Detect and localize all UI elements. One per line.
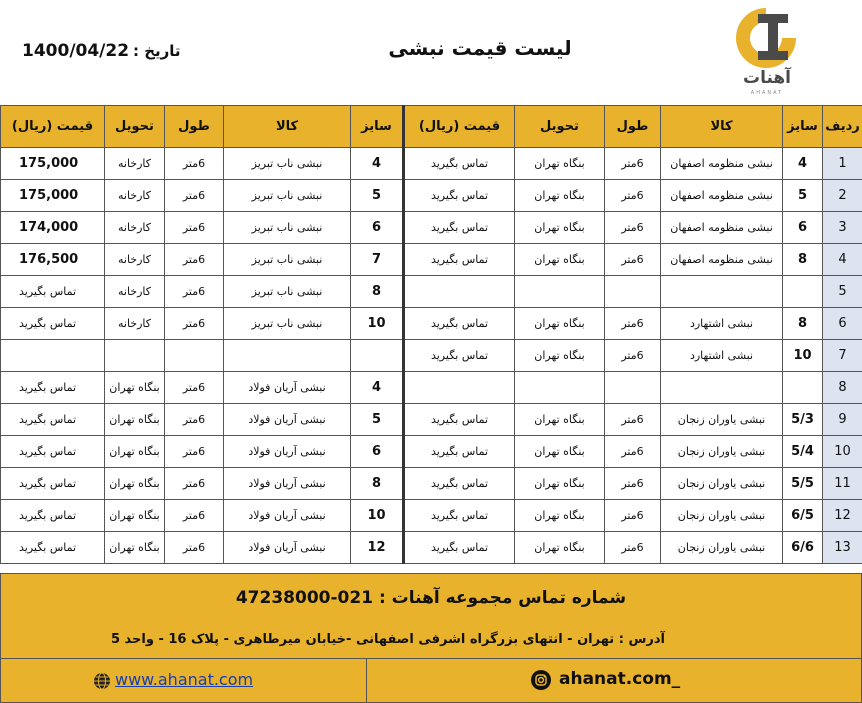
contact-bar — [0, 573, 862, 626]
cell-length-a: 6متر — [605, 436, 661, 468]
table-row — [1, 468, 862, 500]
header-length-a: طول — [605, 106, 661, 148]
table-row — [1, 372, 862, 404]
cell-delivery-b: بنگاه تهران — [105, 372, 165, 404]
cell-size-a: 6/6 — [783, 532, 823, 564]
cell-row-index: 1 — [823, 148, 862, 180]
cell-delivery-a: بنگاه تهران — [515, 180, 605, 212]
cell-size-b: 10 — [351, 500, 404, 532]
cell-delivery-b: کارخانه — [105, 180, 165, 212]
cell-product-b: نبشی آریان فولاد — [224, 436, 351, 468]
cell-product-a: نبشی منظومه اصفهان — [661, 212, 783, 244]
cell-size-b: 12 — [351, 532, 404, 564]
cell-size-a: 4 — [783, 148, 823, 180]
cell-length-b — [165, 340, 224, 372]
cell-size-b: 5 — [351, 404, 404, 436]
cell-length-b: 6متر — [165, 404, 224, 436]
cell-product-b: نبشی ناب تبریز — [224, 148, 351, 180]
cell-row-index: 12 — [823, 500, 862, 532]
cell-length-a: 6متر — [605, 244, 661, 276]
cell-delivery-a: بنگاه تهران — [515, 532, 605, 564]
header-delivery-b: تحویل — [105, 106, 165, 148]
header-length-b: طول — [165, 106, 224, 148]
cell-size-a — [783, 276, 823, 308]
cell-size-a: 8 — [783, 244, 823, 276]
cell-price-a: تماس بگیرید — [404, 212, 515, 244]
date-label: تاریخ : — [133, 42, 181, 60]
cell-size-b: 7 — [351, 244, 404, 276]
cell-length-b: 6متر — [165, 436, 224, 468]
cell-price-b: تماس بگیرید — [1, 468, 105, 500]
cell-price-a — [404, 372, 515, 404]
cell-product-b: نبشی ناب تبریز — [224, 244, 351, 276]
cell-price-a: تماس بگیرید — [404, 308, 515, 340]
cell-size-b: 8 — [351, 276, 404, 308]
cell-product-a: نبشی منظومه اصفهان — [661, 180, 783, 212]
header-delivery-a: تحویل — [515, 106, 605, 148]
table-row — [1, 532, 862, 564]
links-divider — [366, 659, 367, 702]
cell-size-b: 8 — [351, 468, 404, 500]
cell-row-index: 5 — [823, 276, 862, 308]
cell-product-a: نبشی یاوران زنجان — [661, 468, 783, 500]
cell-price-a: تماس بگیرید — [404, 244, 515, 276]
cell-delivery-b: بنگاه تهران — [105, 468, 165, 500]
date-value: 1400/04/22 — [22, 41, 130, 61]
cell-delivery-a: بنگاه تهران — [515, 500, 605, 532]
cell-price-a: تماس بگیرید — [404, 148, 515, 180]
cell-delivery-b: بنگاه تهران — [105, 500, 165, 532]
cell-length-b: 6متر — [165, 148, 224, 180]
cell-product-b: نبشی آریان فولاد — [224, 532, 351, 564]
table-row — [1, 308, 862, 340]
cell-price-b: 175,000 — [1, 148, 105, 180]
cell-length-a: 6متر — [605, 212, 661, 244]
cell-size-a: 5 — [783, 180, 823, 212]
cell-price-a: تماس بگیرید — [404, 404, 515, 436]
cell-price-b: 176,500 — [1, 244, 105, 276]
cell-product-b: نبشی آریان فولاد — [224, 372, 351, 404]
cell-delivery-a: بنگاه تهران — [515, 212, 605, 244]
address-text: آدرس : تهران - انتهای بزرگراه اشرفی اصفهانی -خیابان میرطاهری - پلاک 16 - واحد 5 — [110, 632, 665, 647]
cell-product-a: نبشی منظومه اصفهان — [661, 148, 783, 180]
table-row — [1, 148, 862, 180]
cell-delivery-b: کارخانه — [105, 212, 165, 244]
cell-product-a: نبشی اشتهارد — [661, 308, 783, 340]
cell-delivery-b: بنگاه تهران — [105, 532, 165, 564]
cell-price-b: تماس بگیرید — [1, 372, 105, 404]
cell-product-b: نبشی ناب تبریز — [224, 308, 351, 340]
table-row — [1, 276, 862, 308]
links-bar — [0, 659, 862, 703]
cell-row-index: 2 — [823, 180, 862, 212]
table-header-row — [1, 106, 862, 148]
cell-price-a: تماس بگیرید — [404, 468, 515, 500]
cell-product-a: نبشی یاوران زنجان — [661, 436, 783, 468]
cell-price-b: 175,000 — [1, 180, 105, 212]
cell-price-b — [1, 340, 105, 372]
cell-delivery-a: بنگاه تهران — [515, 244, 605, 276]
cell-delivery-b — [105, 340, 165, 372]
cell-delivery-b: کارخانه — [105, 148, 165, 180]
cell-product-a: نبشی یاوران زنجان — [661, 532, 783, 564]
cell-row-index: 6 — [823, 308, 862, 340]
cell-size-a — [783, 372, 823, 404]
cell-product-b: نبشی ناب تبریز — [224, 276, 351, 308]
cell-length-b: 6متر — [165, 500, 224, 532]
cell-length-a — [605, 372, 661, 404]
table-row — [1, 404, 862, 436]
instagram-handle[interactable]: ahanat.com_ — [559, 669, 681, 689]
cell-price-b: تماس بگیرید — [1, 308, 105, 340]
cell-product-b: نبشی آریان فولاد — [224, 404, 351, 436]
cell-size-a: 6 — [783, 212, 823, 244]
instagram-icon — [531, 670, 551, 690]
cell-delivery-a: بنگاه تهران — [515, 308, 605, 340]
price-table — [0, 105, 862, 564]
table-row — [1, 340, 862, 372]
cell-delivery-a: بنگاه تهران — [515, 436, 605, 468]
cell-price-b: 174,000 — [1, 212, 105, 244]
cell-delivery-a: بنگاه تهران — [515, 340, 605, 372]
cell-delivery-b: کارخانه — [105, 308, 165, 340]
cell-product-b: نبشی آریان فولاد — [224, 468, 351, 500]
cell-length-a: 6متر — [605, 308, 661, 340]
table-row — [1, 244, 862, 276]
cell-length-b: 6متر — [165, 244, 224, 276]
cell-price-a — [404, 276, 515, 308]
cell-product-a — [661, 276, 783, 308]
cell-length-a: 6متر — [605, 404, 661, 436]
cell-length-b: 6متر — [165, 532, 224, 564]
cell-product-a — [661, 372, 783, 404]
cell-product-b: نبشی ناب تبریز — [224, 212, 351, 244]
cell-row-index: 11 — [823, 468, 862, 500]
cell-size-b: 4 — [351, 372, 404, 404]
table-row — [1, 500, 862, 532]
logo-mark-icon — [734, 6, 798, 68]
header-size-a: سایز — [783, 106, 823, 148]
cell-length-b: 6متر — [165, 276, 224, 308]
table-row — [1, 180, 862, 212]
cell-length-a — [605, 276, 661, 308]
cell-length-a: 6متر — [605, 148, 661, 180]
cell-size-a: 8 — [783, 308, 823, 340]
cell-price-a: تماس بگیرید — [404, 500, 515, 532]
cell-size-a: 10 — [783, 340, 823, 372]
cell-row-index: 7 — [823, 340, 862, 372]
cell-product-b: نبشی ناب تبریز — [224, 180, 351, 212]
cell-size-b: 5 — [351, 180, 404, 212]
cell-price-a: تماس بگیرید — [404, 340, 515, 372]
cell-product-b — [224, 340, 351, 372]
cell-row-index: 8 — [823, 372, 862, 404]
header-price-a: قیمت (ریال) — [404, 106, 515, 148]
globe-icon — [93, 672, 111, 690]
cell-length-b: 6متر — [165, 308, 224, 340]
cell-size-a: 5/4 — [783, 436, 823, 468]
cell-length-b: 6متر — [165, 372, 224, 404]
cell-length-b: 6متر — [165, 468, 224, 500]
cell-delivery-a: بنگاه تهران — [515, 404, 605, 436]
table-body — [1, 148, 862, 564]
cell-length-b: 6متر — [165, 180, 224, 212]
cell-length-a: 6متر — [605, 500, 661, 532]
cell-size-b: 10 — [351, 308, 404, 340]
logo-subtext: AHANAT — [750, 90, 784, 96]
cell-size-b — [351, 340, 404, 372]
table-row — [1, 212, 862, 244]
cell-length-a: 6متر — [605, 532, 661, 564]
cell-size-a: 5/5 — [783, 468, 823, 500]
cell-price-a: تماس بگیرید — [404, 532, 515, 564]
cell-size-a: 5/3 — [783, 404, 823, 436]
cell-product-a: نبشی منظومه اصفهان — [661, 244, 783, 276]
cell-row-index: 3 — [823, 212, 862, 244]
cell-price-a: تماس بگیرید — [404, 436, 515, 468]
cell-delivery-b: کارخانه — [105, 276, 165, 308]
cell-delivery-a — [515, 372, 605, 404]
cell-length-a: 6متر — [605, 340, 661, 372]
cell-size-a: 6/5 — [783, 500, 823, 532]
cell-length-a: 6متر — [605, 468, 661, 500]
page-title: لیست قیمت نبشی — [388, 36, 572, 60]
header-price-b: قیمت (ریال) — [1, 106, 105, 148]
cell-product-a: نبشی اشتهارد — [661, 340, 783, 372]
cell-delivery-a: بنگاه تهران — [515, 148, 605, 180]
contact-phone: شماره تماس مجموعه آهنات : 021-47238000 — [235, 588, 627, 608]
cell-row-index: 4 — [823, 244, 862, 276]
company-logo — [732, 6, 802, 96]
cell-product-a: نبشی یاوران زنجان — [661, 500, 783, 532]
cell-price-b: تماس بگیرید — [1, 500, 105, 532]
cell-size-b: 6 — [351, 436, 404, 468]
cell-row-index: 9 — [823, 404, 862, 436]
address-bar — [0, 625, 862, 659]
website-link[interactable]: www.ahanat.com — [115, 670, 254, 689]
cell-delivery-a — [515, 276, 605, 308]
header-size-b: سایز — [351, 106, 404, 148]
cell-row-index: 10 — [823, 436, 862, 468]
logo-text: آهنات — [742, 68, 792, 88]
cell-length-b: 6متر — [165, 212, 224, 244]
header — [0, 0, 862, 105]
cell-delivery-b: بنگاه تهران — [105, 404, 165, 436]
cell-price-a: تماس بگیرید — [404, 180, 515, 212]
header-index: ردیف — [823, 106, 862, 148]
cell-size-b: 4 — [351, 148, 404, 180]
cell-delivery-a: بنگاه تهران — [515, 468, 605, 500]
cell-price-b: تماس بگیرید — [1, 276, 105, 308]
cell-row-index: 13 — [823, 532, 862, 564]
header-product-a: کالا — [661, 106, 783, 148]
table-row — [1, 436, 862, 468]
cell-product-b: نبشی آریان فولاد — [224, 500, 351, 532]
cell-price-b: تماس بگیرید — [1, 404, 105, 436]
header-product-b: کالا — [224, 106, 351, 148]
cell-price-b: تماس بگیرید — [1, 532, 105, 564]
cell-product-a: نبشی یاوران زنجان — [661, 404, 783, 436]
cell-price-b: تماس بگیرید — [1, 436, 105, 468]
cell-delivery-b: کارخانه — [105, 244, 165, 276]
cell-delivery-b: بنگاه تهران — [105, 436, 165, 468]
cell-size-b: 6 — [351, 212, 404, 244]
cell-length-a: 6متر — [605, 180, 661, 212]
